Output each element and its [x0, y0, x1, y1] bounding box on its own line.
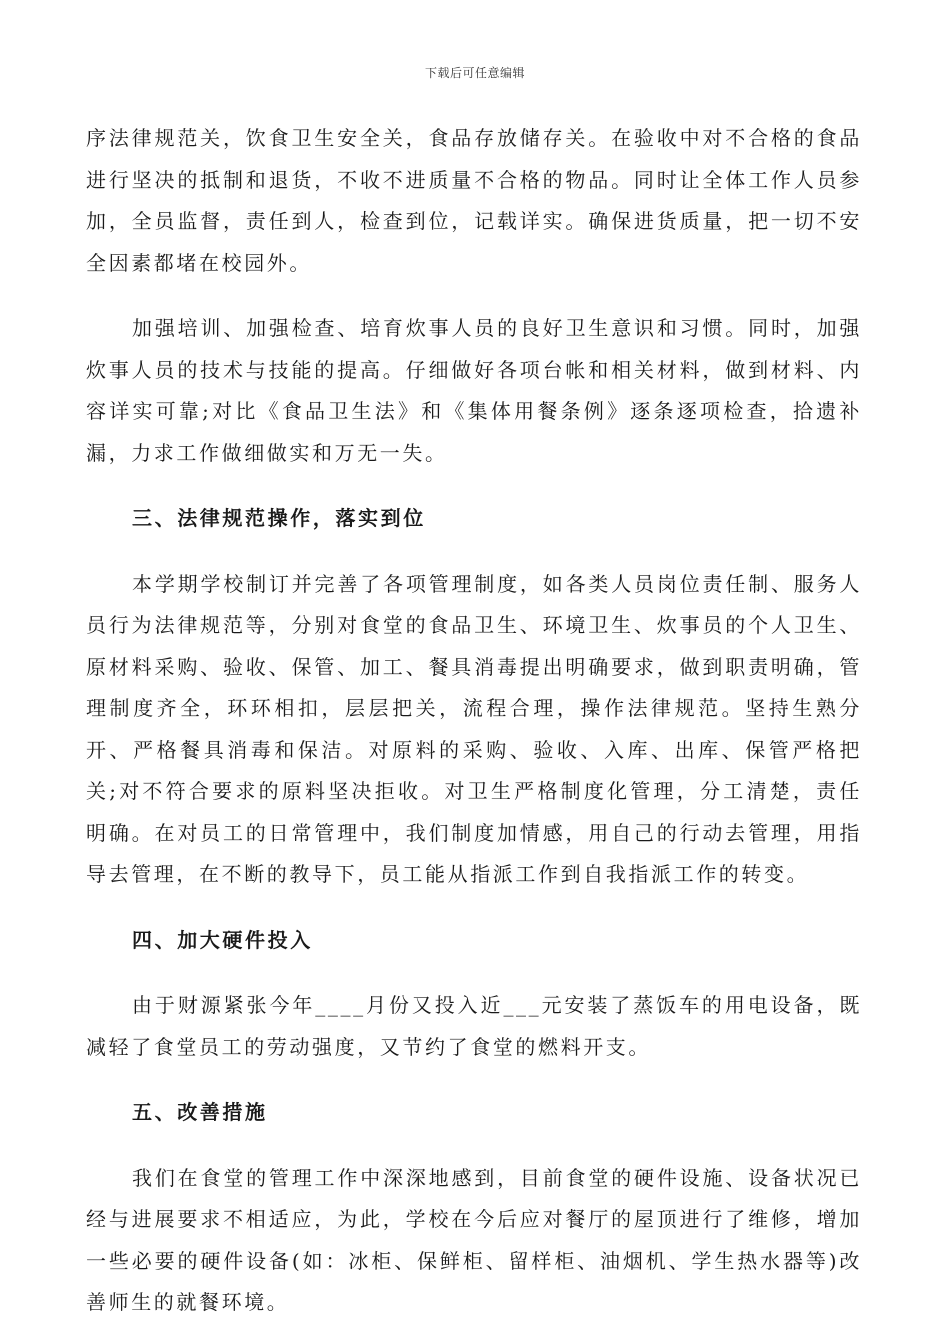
section-heading-3: 三、法律规范操作，落实到位	[132, 506, 426, 530]
section-heading-5: 五、改善措施	[132, 1100, 268, 1124]
paragraph-gap	[86, 961, 862, 985]
paragraph-gap	[86, 540, 862, 564]
page-header: 下载后可任意编辑	[424, 66, 525, 80]
paragraph-gap	[86, 1134, 862, 1158]
paragraph-gap	[86, 1068, 862, 1092]
paragraph-training: 加强培训、加强检查、培育炊事人员的良好卫生意识和习惯。同时，加强炊事人员的技术与技能的提高。仔细做好各项台帐和相关材料，做到材料、内容详实可靠;对比《食品卫生法》和《集体用餐条例》逐条逐项检查，拾遗补漏，力求工作做细做实和万无一失。	[86, 316, 862, 465]
document-body	[86, 118, 862, 1324]
paragraph-continued: 序法律规范关，饮食卫生安全关，食品存放储存关。在验收中对不合格的食品进行坚决的抵制和退货，不收不进质量不合格的物品。同时让全体工作人员参加，全员监督，责任到人，检查到位，记载详实。确保进货质量，把一切不安全因素都堵在校园外。	[86, 126, 862, 275]
section-heading-4: 四、加大硬件投入	[132, 927, 313, 952]
section-text-5: 我们在食堂的管理工作中深深地感到，目前食堂的硬件设施、设备状况已经与进展要求不相适应，为此，学校在今后应对餐厅的屋顶进行了维修，增加一些必要的硬件设备(如：冰柜、保鲜柜、留样柜、油烟机、学生热水器等)改善师生的就餐环境。	[86, 1165, 862, 1314]
section-text-4: 由于财源紧张今年____月份又投入近___元安装了蒸饭车的用电设备，既减轻了食堂员工的劳动强度，又节约了食堂的燃料开支。	[86, 993, 862, 1059]
paragraph-gap	[86, 474, 862, 498]
paragraph-gap	[86, 896, 862, 920]
section-text-3: 本学期学校制订并完善了各项管理制度，如各类人员岗位责任制、服务人员行为法律规范等，分别对食堂的食品卫生、环境卫生、炊事员的个人卫生、原材料采购、验收、保管、加工、餐具消毒提出明确要求，做到职责明确，管理制度齐全，环环相扣，层层把关，流程合理，操作法律规范。坚持生熟分开、严格餐具消毒和保洁。对原料的采购、验收、入库、出库、保管严格把关;对不符合要求的原料坚决拒收。对卫生严格制度化管理，分工清楚，责任明确。在对员工的日常管理中，我们制度加情感，用自己的行动去管理，用指导去管理，在不断的教导下，员工能从指派工作到自我指派工作的转变。	[86, 571, 862, 886]
paragraph-gap	[86, 284, 862, 308]
